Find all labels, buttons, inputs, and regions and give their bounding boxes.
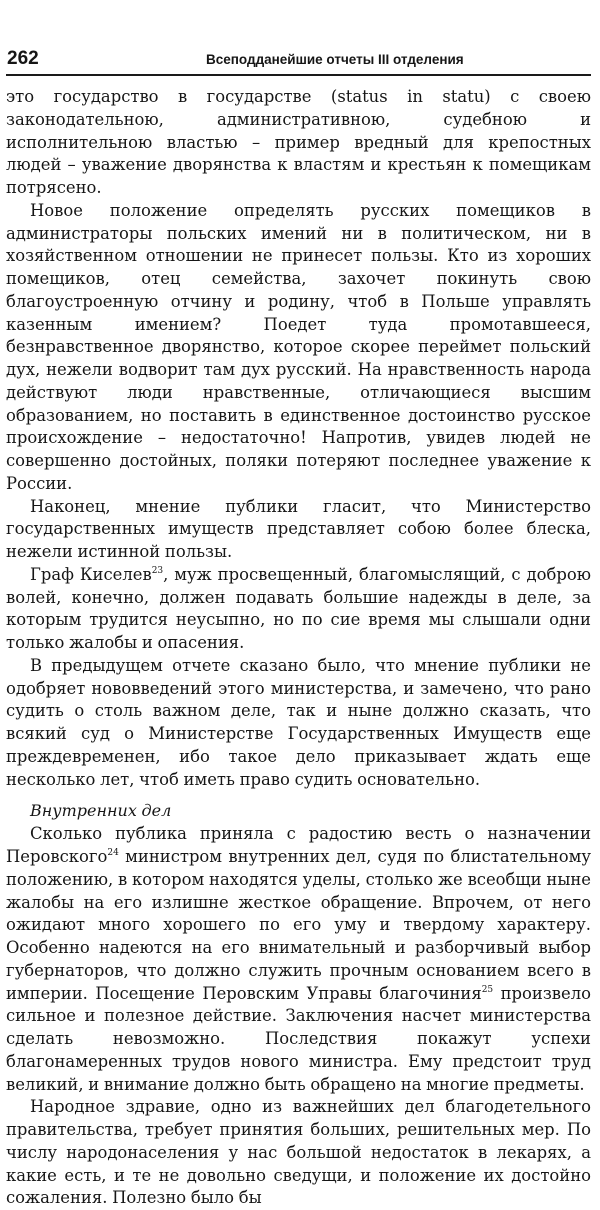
paragraph-7: Народное здравие, одно из важнейших дел благодетельного правительства, требует принятия больших, решительных мер. По числу народонаселения у нас большой недостаток в лекарях, а какие есть, и те не довольно сведущи, и положение их достойно сожаления. Полезно было бы	[6, 1097, 591, 1208]
paragraph-4-rest: , муж просвещенный, благомыслящий, с доброю волей, конечно, должен подавать большие надежды в деле, за которым трудится неусыпно, но по сие время мы слышали одни только жалобы и опасения.	[6, 564, 591, 652]
section-heading: Внутренних дел	[30, 801, 172, 821]
paragraph-6-middle: министром внутренних дел, судя по блистательному положению, в котором находятся уделы, столько же всеобщи ныне жалобы на его излишне жесткое обращение. Впрочем, от него ожидают много хорошего по его уму и твердому характеру. Особенно надеются на его внимательный и разборчивый выбор губернаторов, что должно служить прочным основанием всего в империи. Посещение Перовским Управы благочиния	[6, 847, 591, 1003]
page-header	[6, 48, 591, 76]
paragraph-6-end: произвело сильное и полезное действие. Заключения насчет министерства сделать невозможно. Последствия покажут успехи благонамеренных трудов нового министра. Ему предстоит труд великий, и внимание должно быть обращено на многие предметы.	[6, 983, 591, 1094]
paragraph-2: Новое положение определять русских помещиков в администраторы польских имений ни в политическом, ни в хозяйственном отношении не принесет пользы. Кто из хороших помещиков, отец семейства, захочет покинуть свою благоустроенную отчину и родину, чтоб в Польше управлять казенным имением? Поедет туда промотавшееся, безнравственное дворянство, которое скорее переймет польский дух, нежели водворит там дух русский. На нравственность народа действуют люди нравственные, отличающиеся высшим образованием, но поставить в единственное достоинство русское происхождение – недостаточно! Напротив, увидев людей не совершенно достойных, поляки потеряют последнее уважение к России.	[6, 200, 591, 493]
running-title: Всеподданейшие отчеты III отделения	[206, 52, 464, 67]
paragraph-3: Наконец, мнение публики гласит, что Министерство государственных имуществ представляет собою более блеска, нежели истинной пользы.	[6, 496, 591, 561]
paragraph-4-start: Граф Киселев	[30, 564, 152, 584]
paragraph-6-start: Сколько публика приняла с радостию весть о назначении Перовского	[6, 824, 591, 866]
page-number: 262	[7, 48, 39, 69]
paragraph-5: В предыдущем отчете сказано было, что мнение публики не одобряет нововведений этого министерства, и замечено, что рано судить о столь важном деле, так и ныне должно сказать, что всякий суд о Министерстве Государственных Имуществ еще преждевременен, ибо такое дело приказывает ждать еще несколько лет, чтоб иметь право судить основательно.	[6, 655, 591, 789]
paragraph-4	[6, 564, 591, 655]
paragraph-6	[6, 823, 591, 1096]
page-body	[6, 86, 591, 1210]
footnote-ref-25: 25	[481, 984, 494, 995]
footnote-ref-24: 24	[107, 848, 119, 858]
footnote-ref-23: 23	[151, 565, 164, 576]
paragraph-1: это государство в государстве (status in statu) с своею законодательною, административною, судебною и исполнительною властью – пример вредный для крепостных людей – уважение дворянства к властям и крестьян к помещикам потрясено.	[6, 87, 591, 197]
